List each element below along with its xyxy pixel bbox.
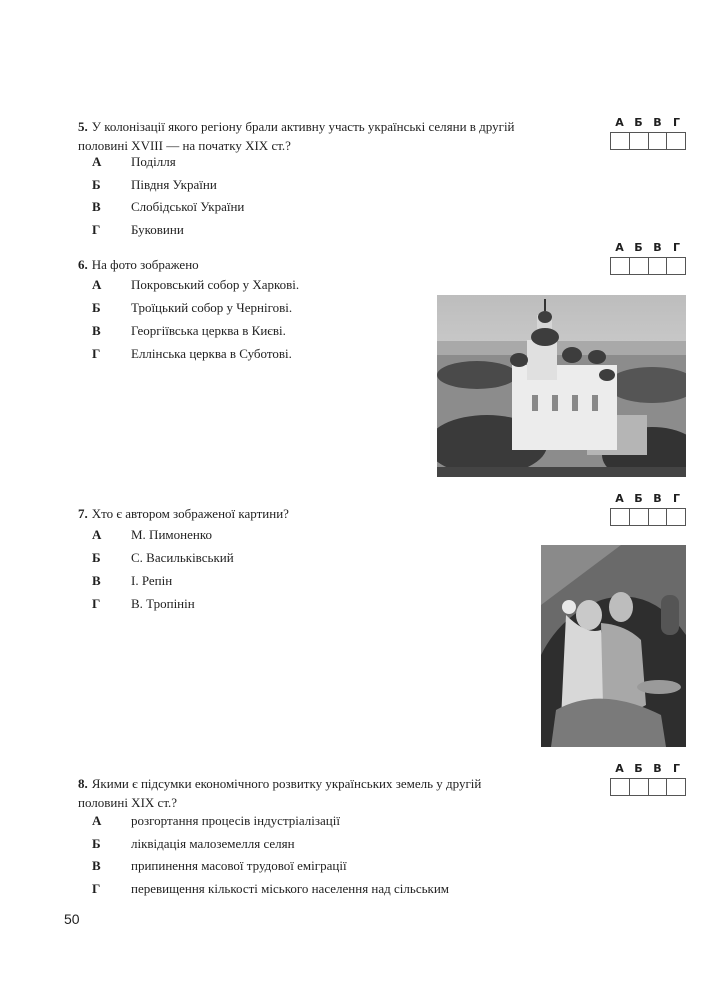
- answer-grid-6[interactable]: [610, 241, 686, 275]
- answer-grid-header: Б: [634, 241, 643, 254]
- answer-cell-d[interactable]: [667, 258, 685, 274]
- question-5-number: 5.: [78, 119, 88, 134]
- option-text: Півдня України: [131, 177, 217, 192]
- question-7-number: 7.: [78, 506, 88, 521]
- option-text: Еллінська церква в Суботові.: [131, 346, 292, 361]
- answer-cell-d[interactable]: [667, 133, 685, 149]
- answer-cell-b[interactable]: [630, 258, 649, 274]
- answer-grid-header: В: [653, 762, 662, 775]
- option-letter: Г: [92, 222, 101, 237]
- answer-grid-header: В: [653, 116, 662, 129]
- option-text: Слобідської України: [131, 199, 245, 214]
- answer-cell-b[interactable]: [630, 509, 649, 525]
- answer-grid-header: Б: [634, 492, 643, 505]
- option-text: Покровський собор у Харкові.: [131, 277, 300, 292]
- cathedral-photo: [437, 295, 686, 477]
- page-number: 50: [64, 911, 80, 927]
- question-8: [78, 774, 533, 812]
- answer-cell-d[interactable]: [667, 779, 685, 795]
- answer-grid-header: А: [615, 241, 624, 254]
- answer-grid-header: Г: [672, 492, 680, 505]
- answer-grid-7[interactable]: [610, 492, 686, 526]
- answer-cell-a[interactable]: [611, 509, 630, 525]
- option-text: перевищення кількості міського населення над сільським: [131, 881, 450, 896]
- option-letter: А: [92, 527, 102, 542]
- answer-grid-header: Б: [634, 762, 643, 775]
- answer-cell-b[interactable]: [630, 779, 649, 795]
- answer-grid-header: В: [653, 492, 662, 505]
- answer-cell-d[interactable]: [667, 509, 685, 525]
- option-text: ліквідація малоземелля селян: [131, 836, 295, 851]
- option-letter: Б: [92, 300, 101, 315]
- answer-grid-header: А: [615, 762, 624, 775]
- question-7: [78, 504, 533, 523]
- question-8-text: 8. Якими є підсумки економічного розвитку українських земель у другій половині XIX ст.?: [78, 776, 482, 810]
- option-text: Буковини: [131, 222, 184, 237]
- option-letter: А: [92, 277, 102, 292]
- option-text: розгортання процесів індустріалізації: [131, 813, 340, 828]
- option-text: припинення масової трудової еміграції: [131, 858, 347, 873]
- answer-cell-c[interactable]: [649, 133, 668, 149]
- option-letter: В: [92, 323, 101, 338]
- answer-grid-header: Г: [672, 116, 680, 129]
- option-letter: А: [92, 813, 102, 828]
- option-text: В. Тропінін: [131, 596, 195, 611]
- question-7-text: 7. Хто є автором зображеної картини?: [78, 506, 289, 521]
- option-text: Поділля: [131, 154, 176, 169]
- option-letter: Г: [92, 881, 101, 896]
- option-letter: Г: [92, 596, 101, 611]
- question-6-text: 6. На фото зображено: [78, 257, 199, 272]
- option-letter: Б: [92, 177, 101, 192]
- answer-cell-c[interactable]: [649, 779, 668, 795]
- answer-grid-header: А: [615, 492, 624, 505]
- option-text: Троїцький собор у Чернігові.: [131, 300, 293, 315]
- option-text: С. Васильківський: [131, 550, 234, 565]
- option-letter: А: [92, 154, 102, 169]
- answer-cell-b[interactable]: [630, 133, 649, 149]
- answer-grid-header: В: [653, 241, 662, 254]
- answer-cell-a[interactable]: [611, 133, 630, 149]
- option-text: Георгіївська церква в Києві.: [131, 323, 286, 338]
- answer-grid-header: Б: [634, 116, 643, 129]
- option-letter: Г: [92, 346, 101, 361]
- answer-cell-c[interactable]: [649, 509, 668, 525]
- option-letter: Б: [92, 550, 101, 565]
- option-letter: В: [92, 858, 101, 873]
- option-letter: В: [92, 573, 101, 588]
- answer-grid-5[interactable]: [610, 116, 686, 150]
- answer-grid-header: Г: [672, 241, 680, 254]
- answer-grid-8[interactable]: [610, 762, 686, 796]
- answer-cell-a[interactable]: [611, 779, 630, 795]
- question-5-text: 5. У колонізації якого регіону брали активну участь українські селяни в другій половині XVIII — на початку XIX ст.?: [78, 119, 515, 153]
- painting-image: [541, 545, 686, 747]
- question-6-number: 6.: [78, 257, 88, 272]
- answer-cell-a[interactable]: [611, 258, 630, 274]
- question-5: [78, 117, 533, 155]
- answer-cell-c[interactable]: [649, 258, 668, 274]
- option-letter: Б: [92, 836, 101, 851]
- question-8-number: 8.: [78, 776, 88, 791]
- answer-grid-header: Г: [672, 762, 680, 775]
- option-text: М. Пимоненко: [131, 527, 212, 542]
- option-text: І. Репін: [131, 573, 173, 588]
- question-6: [78, 255, 533, 274]
- answer-grid-header: А: [615, 116, 624, 129]
- option-letter: В: [92, 199, 101, 214]
